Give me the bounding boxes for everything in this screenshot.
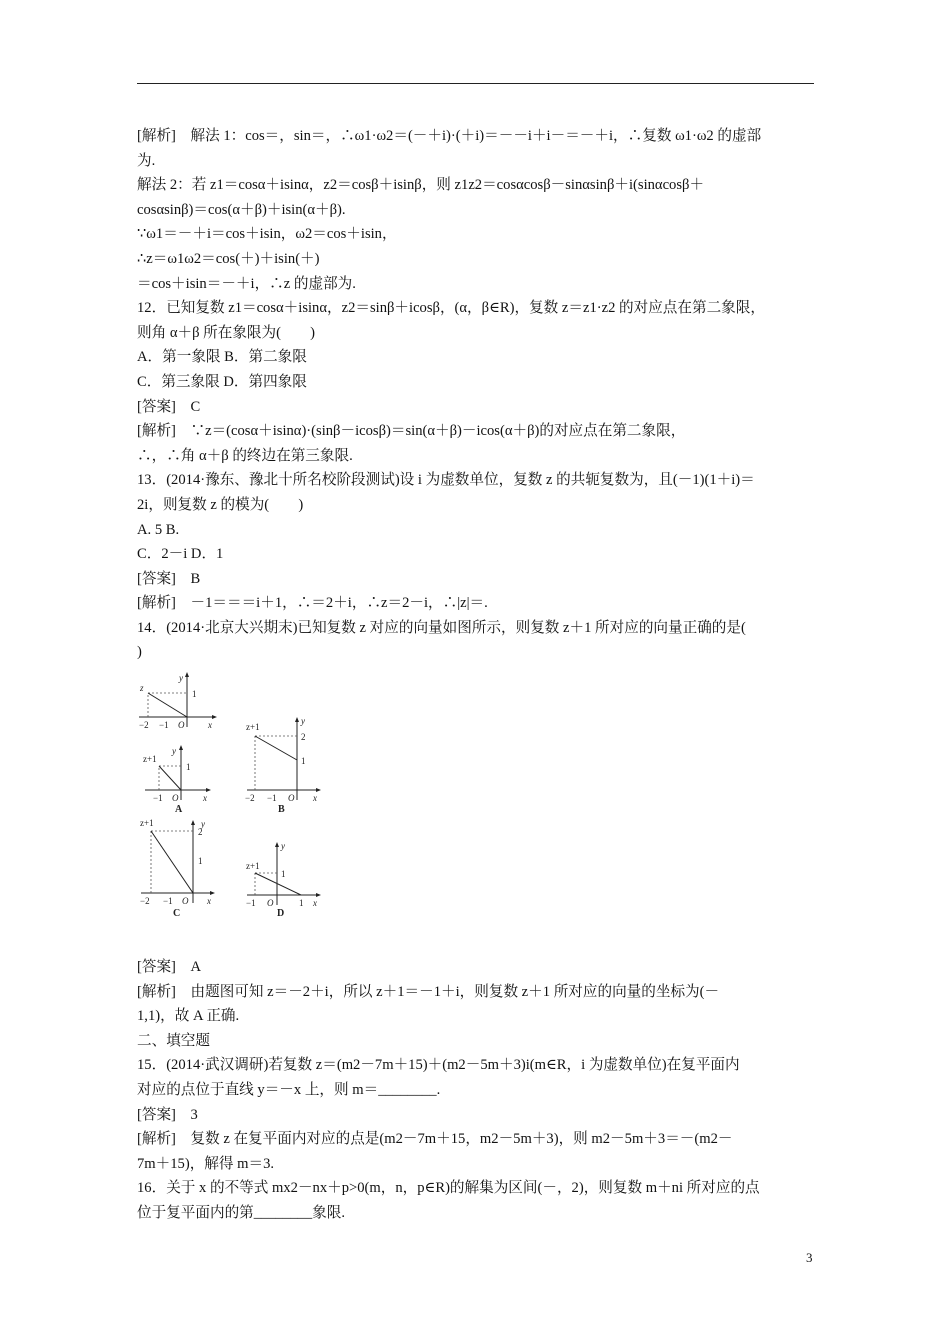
- label: O: [172, 793, 179, 804]
- text-line: ): [137, 644, 142, 661]
- label: −1: [159, 720, 169, 731]
- label: O: [288, 793, 295, 804]
- options-line: A. 5 B.: [137, 521, 180, 538]
- question-13-line: 13．(2014·豫东、豫北十所名校阶段测试)设 i 为虚数单位，复数 z 的共轭复数为，且(－1)(1＋i)＝: [137, 472, 755, 489]
- text-line: cosαsinβ)＝cos(α＋β)＋isin(α＋β).: [137, 201, 346, 218]
- text-line: 为.: [137, 152, 156, 169]
- label: z+1: [246, 861, 260, 872]
- analysis-line: [解析] 复数 z 在复平面内对应的点是(m2－7m＋15，m2－5m＋3)，则 m2－5m＋3＝－(m2－: [137, 1131, 733, 1148]
- label: 1: [299, 898, 304, 909]
- question-14-line: 14．(2014·北京大兴期末)已知复数 z 对应的向量如图所示，则复数 z＋1 所对应的向量正确的是(: [137, 619, 746, 636]
- question-16-line: 16．关于 x 的不等式 mx2－nx＋p>0(m，n，p∈R)的解集为区间(－，2)，则复数 m＋ni 所对应的点: [137, 1180, 760, 1197]
- text-line: [解析] 解法 1：cos＝，sin＝，∴ω1·ω2＝(－＋i)·(＋i)＝－－i＋i－＝－＋i，∴复数 ω1·ω2 的虚部: [137, 128, 762, 144]
- label: O: [178, 720, 185, 731]
- text-line: ∴，∴角 α＋β 的终边在第三象限.: [137, 447, 353, 464]
- label: x: [208, 720, 212, 731]
- figure-main: [137, 669, 221, 731]
- text-line: ＝cos＋isin＝－＋i，∴z 的虚部为.: [137, 275, 356, 292]
- caption: D: [277, 908, 285, 918]
- analysis-line: [解析] 由题图可知 z＝－2＋i，所以 z＋1＝－1＋i，则复数 z＋1 所对应的向量的坐标为(－: [137, 983, 720, 1000]
- label: 2: [198, 827, 203, 838]
- question-15-line: 15．(2014·武汉调研)若复数 z＝(m2－7m＋15)＋(m2－5m＋3)i(m∈R，i 为虚数单位)在复平面内: [137, 1057, 740, 1074]
- label: y: [201, 819, 205, 830]
- answer-line: [答案] A: [137, 959, 202, 976]
- caption: C: [173, 908, 181, 918]
- caption: B: [278, 804, 285, 813]
- label: x: [207, 896, 211, 907]
- text-line: 7m＋15)，解得 m＝3.: [137, 1155, 275, 1172]
- text-line: ∵ω1＝－＋i＝cos＋isin，ω2＝cos＋isin，: [137, 226, 397, 243]
- label: −2: [245, 793, 255, 804]
- label: −2: [139, 720, 149, 731]
- label: x: [203, 793, 207, 804]
- label: O: [267, 898, 274, 909]
- label: 1: [301, 756, 306, 767]
- question-12-line: 12．已知复数 z1＝cosα＋isinα，z2＝sinβ＋icosβ，(α，β∈R)，复数 z＝z1·z2 的对应点在第二象限，: [137, 300, 765, 317]
- options-line: C．2－i D．1: [137, 546, 224, 563]
- label: x: [313, 793, 317, 804]
- figure-D: [243, 839, 327, 917]
- text-line: 位于复平面内的第________象限.: [137, 1205, 345, 1221]
- page-number: 3: [806, 1250, 813, 1265]
- label: y: [172, 746, 176, 757]
- page-content: [137, 124, 817, 1226]
- label: −1: [267, 793, 277, 804]
- text-line: 对应的点位于直线 y＝－x 上，则 m＝________.: [137, 1082, 441, 1099]
- label: 1: [281, 869, 286, 880]
- label: −1: [163, 896, 173, 907]
- label: 1: [192, 689, 197, 700]
- text-line: 则角 α＋β 所在象限为( ): [137, 324, 316, 341]
- answer-line: [答案] 3: [137, 1106, 198, 1123]
- section-heading: 二、填空题: [137, 1032, 210, 1049]
- label: −1: [153, 793, 163, 804]
- label: 1: [198, 856, 203, 867]
- label: x: [313, 898, 317, 909]
- text-line: 2i，则复数 z 的模为( ): [137, 496, 304, 513]
- label: z+1: [246, 722, 260, 733]
- answer-line: [答案] B: [137, 570, 201, 587]
- answer-line: [答案] C: [137, 398, 201, 415]
- text-line: ∴z＝ω1ω2＝cos(＋)＋isin(＋): [137, 250, 320, 267]
- label: 2: [301, 732, 306, 743]
- label: z+1: [143, 754, 157, 765]
- label: y: [301, 716, 305, 727]
- analysis-line: [解析] －1＝＝＝i＋1，∴＝2＋i，∴z＝2－i，∴|z|＝.: [137, 595, 488, 612]
- analysis-line: [解析] ∵z＝(cosα＋isinα)·(sinβ－icosβ)＝sin(α＋β)－icos(α＋β)的对应点在第二象限，: [137, 423, 686, 440]
- label: O: [182, 896, 189, 907]
- label: y: [179, 673, 183, 684]
- text-line: 1,1)，故 A 正确.: [137, 1008, 240, 1025]
- figures-block: [137, 665, 817, 955]
- label: −1: [246, 898, 256, 909]
- label: z+1: [140, 818, 154, 829]
- figure-C: [137, 817, 221, 917]
- figure-A: [141, 742, 217, 812]
- text-line: 解法 2：若 z1＝cosα＋isinα，z2＝cosβ＋isinβ，则 z1z2＝cosαcosβ－sinαsinβ＋i(sinαcosβ＋: [137, 177, 705, 194]
- label: z: [140, 683, 144, 694]
- figure-B: [243, 714, 327, 812]
- options-line: A．第一象限 B．第二象限: [137, 349, 307, 366]
- label: 1: [186, 762, 191, 773]
- caption: A: [175, 804, 183, 813]
- label: y: [281, 841, 285, 852]
- header-rule: [137, 83, 814, 84]
- options-line: C．第三象限 D．第四象限: [137, 373, 307, 390]
- label: −2: [140, 896, 150, 907]
